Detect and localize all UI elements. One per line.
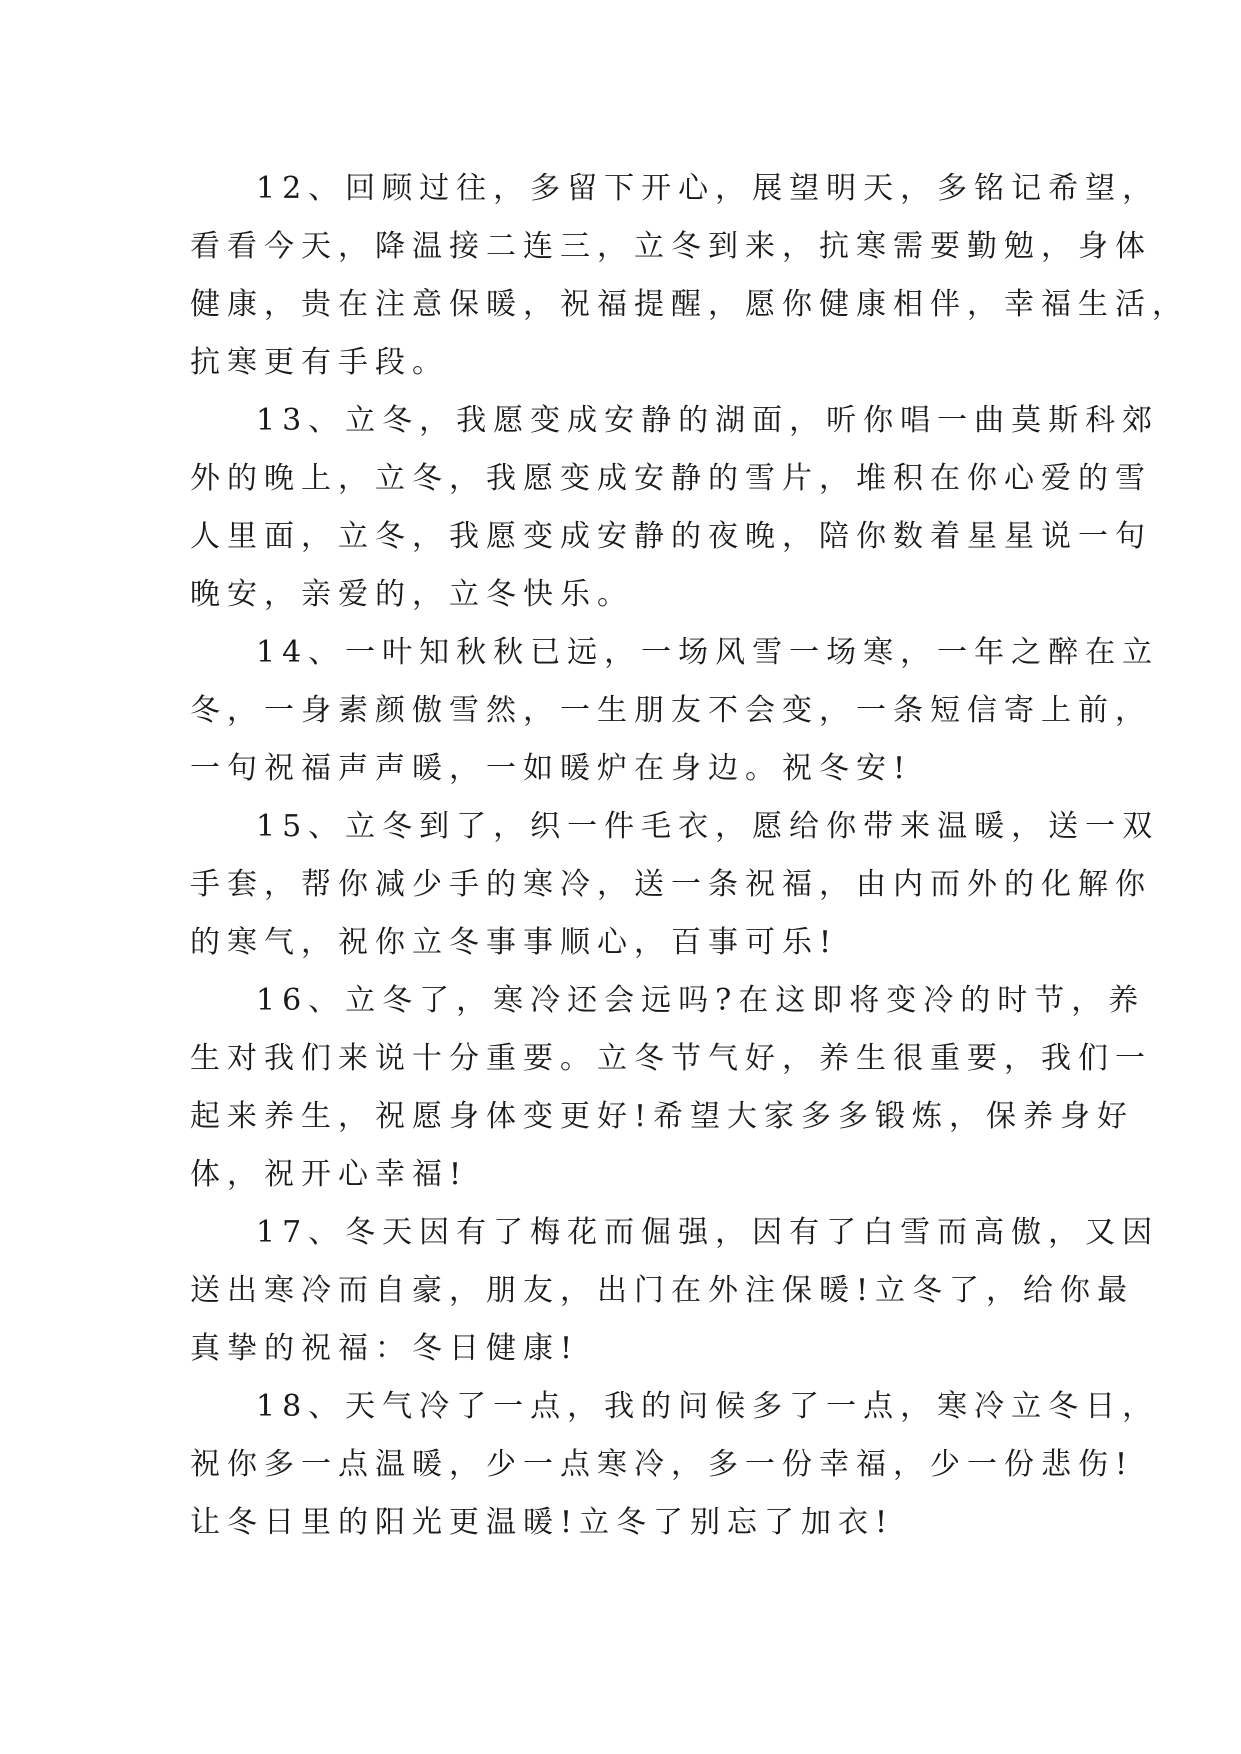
paragraph-14 [190,624,1160,798]
text-line: 的寒气，祝你立冬事事顺心，百事可乐! [190,925,839,960]
text-line: 看看今天，降温接二连三，立冬到来，抗寒需要勤勉，身体 [190,229,1152,264]
paragraph-17 [190,1204,1160,1378]
paragraph-18 [190,1378,1160,1552]
text-line: 16、立冬了，寒冷还会远吗?在这即将变冷的时节，养 [256,983,1146,1018]
text-line: 送出寒冷而自豪，朋友，出门在外注保暖!立冬了，给你最 [190,1273,1135,1308]
text-line: 起来养生，祝愿身体变更好!希望大家多多锻炼，保养身好 [190,1099,1135,1134]
text-line: 14、一叶知秋秋已远，一场风雪一场寒，一年之醉在立 [256,635,1160,670]
text-line: 真挚的祝福：冬日健康! [190,1331,580,1366]
paragraph-13 [190,392,1160,624]
text-line: 抗寒更有手段。 [190,345,449,380]
text-line: 18、天气冷了一点，我的问候多了一点，寒冷立冬日， [256,1389,1160,1424]
text-line: 12、回顾过往，多留下开心，展望明天，多铭记希望， [256,171,1160,206]
text-line: 冬，一身素颜傲雪然，一生朋友不会变，一条短信寄上前， [190,693,1152,728]
text-line: 体，祝开心幸福! [190,1157,469,1192]
text-line: 17、冬天因有了梅花而倔强，因有了白雪而高傲，又因 [256,1215,1160,1250]
text-line: 15、立冬到了，织一件毛衣，愿给你带来温暖，送一双 [256,809,1160,844]
paragraph-12 [190,160,1189,392]
text-line: 13、立冬，我愿变成安静的湖面，听你唱一曲莫斯科郊 [256,403,1160,438]
text-line: 祝你多一点温暖，少一点寒冷，多一份幸福，少一份悲伤! [190,1447,1135,1482]
text-line: 健康，贵在注意保暖，祝福提醒，愿你健康相伴，幸福生活， [190,287,1189,322]
text-line: 手套，帮你减少手的寒冷，送一条祝福，由内而外的化解你 [190,867,1152,902]
text-line: 让冬日里的阳光更温暖!立冬了别忘了加衣! [190,1505,895,1540]
document-body [190,160,1189,1552]
text-line: 外的晚上，立冬，我愿变成安静的雪片，堆积在你心爱的雪 [190,461,1152,496]
text-line: 生对我们来说十分重要。立冬节气好，养生很重要，我们一 [190,1041,1152,1076]
paragraph-15 [190,798,1160,972]
text-line: 晚安，亲爱的，立冬快乐。 [190,577,634,612]
text-line: 人里面，立冬，我愿变成安静的夜晚，陪你数着星星说一句 [190,519,1152,554]
paragraph-16 [190,972,1152,1204]
text-line: 一句祝福声声暖，一如暖炉在身边。祝冬安! [190,751,913,786]
